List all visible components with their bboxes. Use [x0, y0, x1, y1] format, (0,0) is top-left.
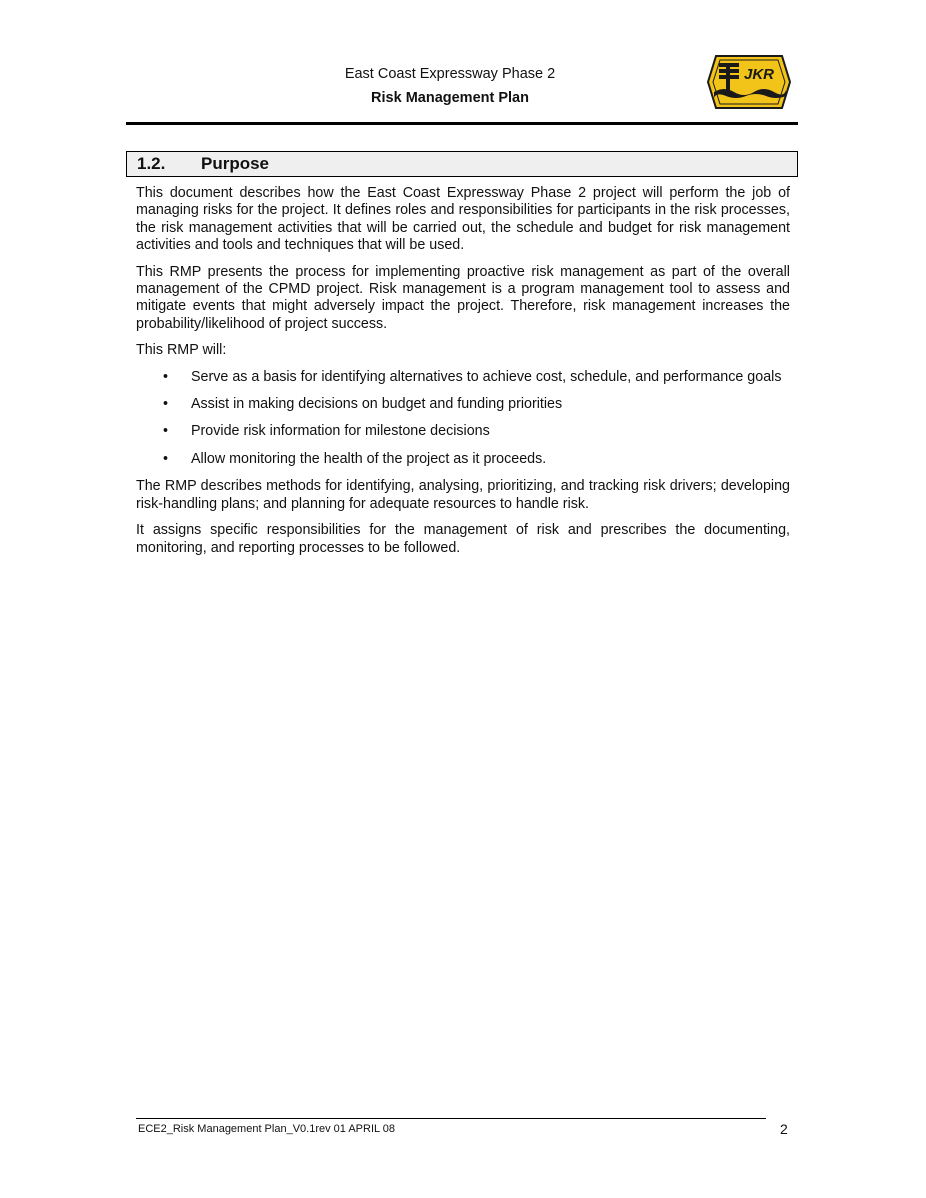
bullet-icon: •	[163, 368, 169, 385]
list-item	[136, 451, 790, 468]
header-title: East Coast Expressway Phase 2	[344, 66, 556, 82]
logo-text: JKR	[744, 66, 775, 83]
header-subtitle: Risk Management Plan	[371, 90, 529, 106]
list-item-text: Provide risk information for milestone decisions	[191, 423, 490, 440]
bullet-icon: •	[163, 450, 169, 467]
document-body	[136, 185, 790, 566]
list-item-text: Serve as a basis for identifying alternatives to achieve cost, schedule, and performance goals	[191, 368, 782, 385]
paragraph-responsibilities: It assigns specific responsibilities for the management of risk and prescribes the documenting, monitoring, and reporting processes to be followed.	[136, 522, 790, 556]
bullet-icon: •	[163, 423, 169, 440]
paragraph-rmp-will: This RMP will:	[136, 342, 227, 359]
paragraph-intro: This document describes how the East Coast Expressway Phase 2 project will perform the job of managing risks for the project. It defines roles and responsibilities for participants in the risk processes, the risk management activities that will be carried out, the schedule and budget for risk management activities and tools and techniques that will be used.	[136, 185, 790, 254]
bullet-list	[136, 369, 790, 469]
paragraph-methods: The RMP describes methods for identifying, analysing, prioritizing, and tracking risk drivers; developing risk-handling plans; and planning for adequate resources to handle risk.	[136, 478, 790, 512]
list-item	[136, 396, 790, 413]
footer-rule	[136, 1118, 766, 1119]
section-number: 1.2.	[137, 154, 166, 173]
jkr-logo	[706, 52, 792, 112]
list-item-text: Assist in making decisions on budget and funding priorities	[191, 396, 563, 413]
section-heading	[126, 151, 798, 177]
header-rule	[126, 122, 798, 125]
paragraph-rmp-process: This RMP presents the process for implementing proactive risk management as part of the overall management of the CPMD project. Risk management is a program management tool to assess and mitigate events that might adversely impact the project. Therefore, risk management increases the probability/likelihood of project success.	[136, 263, 790, 332]
list-item	[136, 423, 790, 440]
page-number: 2	[780, 1121, 788, 1137]
footer-document-id: ECE2_Risk Management Plan_V0.1rev 01 APRIL 08	[138, 1123, 396, 1135]
list-item	[136, 369, 790, 386]
bullet-icon: •	[163, 396, 169, 413]
list-item-text: Allow monitoring the health of the project as it proceeds.	[191, 450, 547, 467]
section-title: Purpose	[201, 154, 270, 173]
